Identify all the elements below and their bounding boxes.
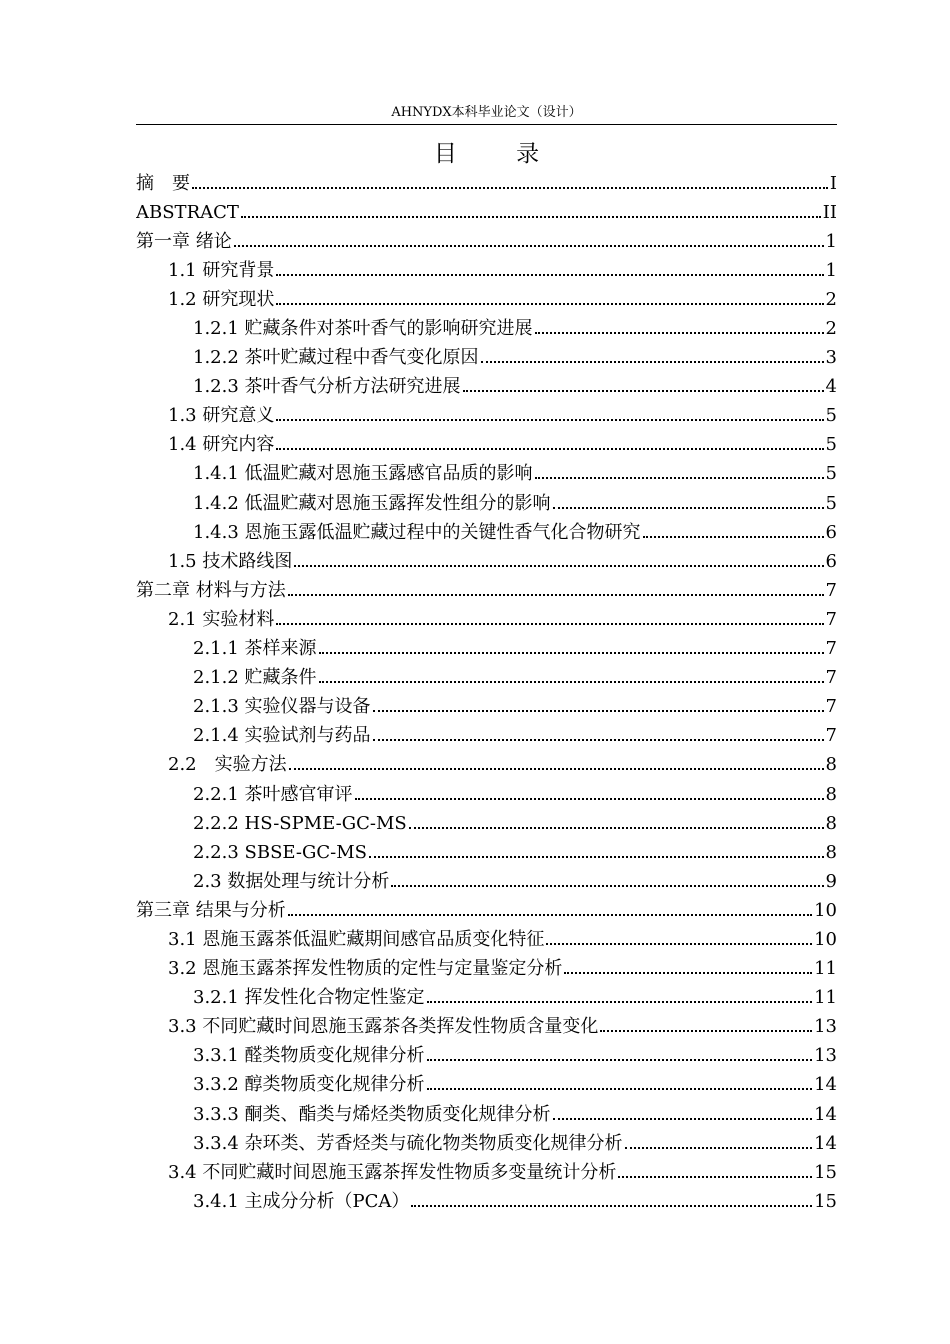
toc-entry[interactable]: [136, 169, 837, 198]
toc-entry-title: 2.1 实验材料: [168, 608, 275, 630]
toc-entry[interactable]: [136, 198, 837, 227]
toc-entry-page: 8: [825, 812, 837, 834]
toc-leader-dots: [294, 565, 823, 567]
toc-entry[interactable]: [136, 664, 837, 693]
toc-entry[interactable]: [136, 576, 837, 605]
toc-entry[interactable]: [136, 431, 837, 460]
toc-entry-title: 3.3.4 杂环类、芳香烃类与硫化物类物质变化规律分析: [193, 1132, 623, 1154]
toc-entry-title: 3.3 不同贮藏时间恩施玉露茶各类挥发性物质含量变化: [168, 1016, 599, 1038]
toc-entry[interactable]: [136, 1071, 837, 1100]
toc-entry-page: I: [829, 172, 837, 194]
toc-entry-title: 2.2.3 SBSE-GC-MS: [193, 841, 367, 863]
toc-entry-page: 11: [814, 987, 837, 1009]
toc-entry[interactable]: [136, 518, 837, 547]
toc-title: 目 录: [433, 141, 566, 167]
toc-entry-title: 1.4.2 低温贮藏对恩施玉露挥发性组分的影响: [193, 492, 551, 514]
toc-leader-dots: [427, 1001, 813, 1003]
toc-leader-dots: [276, 419, 823, 421]
toc-entry[interactable]: [136, 838, 837, 867]
toc-entry[interactable]: [136, 867, 837, 896]
toc-entry-page: 2: [825, 288, 837, 310]
toc-leader-dots: [481, 361, 824, 363]
toc-entry-page: 5: [825, 405, 837, 427]
toc-entry-page: 6: [825, 521, 837, 543]
toc-entry-title: 1.3 研究意义: [168, 405, 275, 427]
toc-leader-dots: [546, 943, 812, 945]
toc-entry-page: II: [822, 201, 837, 223]
toc-entry-page: 7: [825, 608, 837, 630]
toc-leader-dots: [391, 885, 823, 887]
toc-leader-dots: [319, 652, 824, 654]
toc-leader-dots: [289, 768, 824, 770]
toc-entry-title: 1.2.2 茶叶贮藏过程中香气变化原因: [193, 347, 479, 369]
toc-entry-page: 10: [814, 899, 837, 921]
toc-leader-dots: [535, 477, 824, 479]
toc-entry-title: 3.4.1 主成分分析（PCA）: [193, 1190, 410, 1212]
toc-leader-dots: [373, 710, 824, 712]
toc-entry-page: 4: [825, 376, 837, 398]
toc-entry-title: 1.4 研究内容: [168, 434, 275, 456]
toc-leader-dots: [643, 536, 824, 538]
toc-leader-dots: [553, 507, 824, 509]
toc-entry-title: 3.3.2 醇类物质变化规律分析: [193, 1074, 425, 1096]
toc-entry-title: 摘 要: [136, 172, 190, 194]
toc-leader-dots: [288, 914, 812, 916]
toc-leader-dots: [625, 1147, 813, 1149]
toc-entry-page: 5: [825, 463, 837, 485]
toc-leader-dots: [411, 1205, 812, 1207]
toc-entry-page: 7: [825, 579, 837, 601]
toc-leader-dots: [234, 245, 824, 247]
toc-entry-title: 3.4 不同贮藏时间恩施玉露茶挥发性物质多变量统计分析: [168, 1161, 617, 1183]
toc-entry-title: 2.2.1 茶叶感官审评: [193, 783, 353, 805]
toc-entry-page: 7: [825, 725, 837, 747]
toc-entry-title: 3.2.1 挥发性化合物定性鉴定: [193, 987, 425, 1009]
toc-entry[interactable]: [136, 344, 837, 373]
toc-entry[interactable]: [136, 984, 837, 1013]
toc-entry-title: 2.1.4 实验试剂与药品: [193, 725, 371, 747]
toc-entry-page: 9: [825, 870, 837, 892]
toc-leader-dots: [373, 739, 824, 741]
table-of-contents: [136, 169, 837, 1216]
toc-leader-dots: [535, 332, 824, 334]
toc-entry-page: 14: [814, 1074, 837, 1096]
toc-entry[interactable]: [136, 314, 837, 343]
toc-leader-dots: [276, 303, 823, 305]
toc-entry[interactable]: [136, 227, 837, 256]
toc-entry-title: 3.2 恩施玉露茶挥发性物质的定性与定量鉴定分析: [168, 958, 563, 980]
toc-entry[interactable]: [136, 635, 837, 664]
header-rule: [136, 124, 837, 125]
toc-entry[interactable]: [136, 1013, 837, 1042]
toc-entry-title: 3.3.1 醛类物质变化规律分析: [193, 1045, 425, 1067]
toc-entry[interactable]: [136, 285, 837, 314]
toc-entry[interactable]: [136, 1187, 837, 1216]
toc-entry-title: 1.2.1 贮藏条件对茶叶香气的影响研究进展: [193, 318, 533, 340]
toc-entry-page: 10: [814, 928, 837, 950]
toc-entry[interactable]: [136, 809, 837, 838]
toc-entry-page: 1: [825, 230, 837, 252]
toc-entry-title: 1.2 研究现状: [168, 288, 275, 310]
toc-entry-page: 8: [825, 841, 837, 863]
toc-entry-page: 15: [814, 1161, 837, 1183]
toc-leader-dots: [618, 1176, 812, 1178]
toc-entry-title: 1.2.3 茶叶香气分析方法研究进展: [193, 376, 461, 398]
toc-entry-title: 第二章 材料与方法: [136, 579, 286, 601]
toc-entry-page: 7: [825, 696, 837, 718]
toc-entry-page: 15: [814, 1190, 837, 1212]
toc-entry[interactable]: [136, 1100, 837, 1129]
toc-entry-title: 第三章 结果与分析: [136, 899, 286, 921]
toc-entry-title: 2.2.2 HS-SPME-GC-MS: [193, 812, 407, 834]
toc-entry-page: 1: [825, 259, 837, 281]
toc-leader-dots: [319, 681, 824, 683]
toc-entry-page: 6: [825, 550, 837, 572]
toc-entry-page: 3: [825, 347, 837, 369]
toc-entry[interactable]: [136, 1129, 837, 1158]
toc-leader-dots: [355, 798, 824, 800]
toc-entry-title: 2.1.3 实验仪器与设备: [193, 696, 371, 718]
toc-entry-page: 8: [825, 754, 837, 776]
toc-entry-page: 5: [825, 492, 837, 514]
toc-leader-dots: [427, 1088, 813, 1090]
toc-entry[interactable]: [136, 256, 837, 285]
toc-entry[interactable]: [136, 693, 837, 722]
toc-entry[interactable]: [136, 751, 837, 780]
toc-entry-page: 7: [825, 667, 837, 689]
toc-leader-dots: [276, 274, 823, 276]
toc-entry-title: 2.1.1 茶样来源: [193, 638, 317, 660]
toc-entry-title: 1.4.3 恩施玉露低温贮藏过程中的关键性香气化合物研究: [193, 521, 641, 543]
toc-entry-title: 2.2 实验方法: [168, 754, 287, 776]
toc-leader-dots: [276, 448, 823, 450]
toc-entry-title: 1.1 研究背景: [168, 259, 275, 281]
toc-entry[interactable]: [136, 547, 837, 576]
toc-entry-title: 1.5 技术路线图: [168, 550, 293, 572]
toc-entry[interactable]: [136, 925, 837, 954]
toc-leader-dots: [427, 1059, 813, 1061]
toc-leader-dots: [276, 623, 823, 625]
toc-leader-dots: [409, 827, 824, 829]
toc-entry-page: 2: [825, 318, 837, 340]
toc-entry-page: 8: [825, 783, 837, 805]
toc-entry-page: 14: [814, 1103, 837, 1125]
toc-entry[interactable]: [136, 896, 837, 925]
toc-leader-dots: [241, 216, 821, 218]
toc-leader-dots: [564, 972, 812, 974]
toc-leader-dots: [553, 1118, 813, 1120]
toc-entry-title: ABSTRACT: [136, 201, 239, 223]
toc-entry-page: 7: [825, 638, 837, 660]
toc-leader-dots: [192, 187, 828, 189]
toc-entry-title: 2.3 数据处理与统计分析: [193, 870, 390, 892]
toc-entry-title: 1.4.1 低温贮藏对恩施玉露感官品质的影响: [193, 463, 533, 485]
toc-entry-page: 11: [814, 958, 837, 980]
toc-entry[interactable]: [136, 402, 837, 431]
toc-entry[interactable]: [136, 780, 837, 809]
toc-leader-dots: [463, 390, 824, 392]
toc-entry[interactable]: [136, 955, 837, 984]
toc-leader-dots: [288, 594, 824, 596]
toc-entry[interactable]: [136, 605, 837, 634]
toc-entry[interactable]: [136, 1158, 837, 1187]
toc-entry[interactable]: [136, 489, 837, 518]
toc-entry-title: 2.1.2 贮藏条件: [193, 667, 317, 689]
toc-entry[interactable]: [136, 373, 837, 402]
toc-entry-page: 13: [814, 1045, 837, 1067]
toc-entry[interactable]: [136, 722, 837, 751]
toc-entry[interactable]: [136, 1042, 837, 1071]
toc-entry-title: 第一章 绪论: [136, 230, 232, 252]
toc-leader-dots: [600, 1030, 812, 1032]
toc-entry[interactable]: [136, 460, 837, 489]
toc-leader-dots: [369, 856, 824, 858]
page-header: AHNYDX本科毕业论文（设计）: [391, 105, 582, 120]
toc-entry-title: 3.3.3 酮类、酯类与烯烃类物质变化规律分析: [193, 1103, 551, 1125]
toc-entry-page: 5: [825, 434, 837, 456]
toc-entry-page: 14: [814, 1132, 837, 1154]
toc-entry-page: 13: [814, 1016, 837, 1038]
toc-entry-title: 3.1 恩施玉露茶低温贮藏期间感官品质变化特征: [168, 928, 545, 950]
